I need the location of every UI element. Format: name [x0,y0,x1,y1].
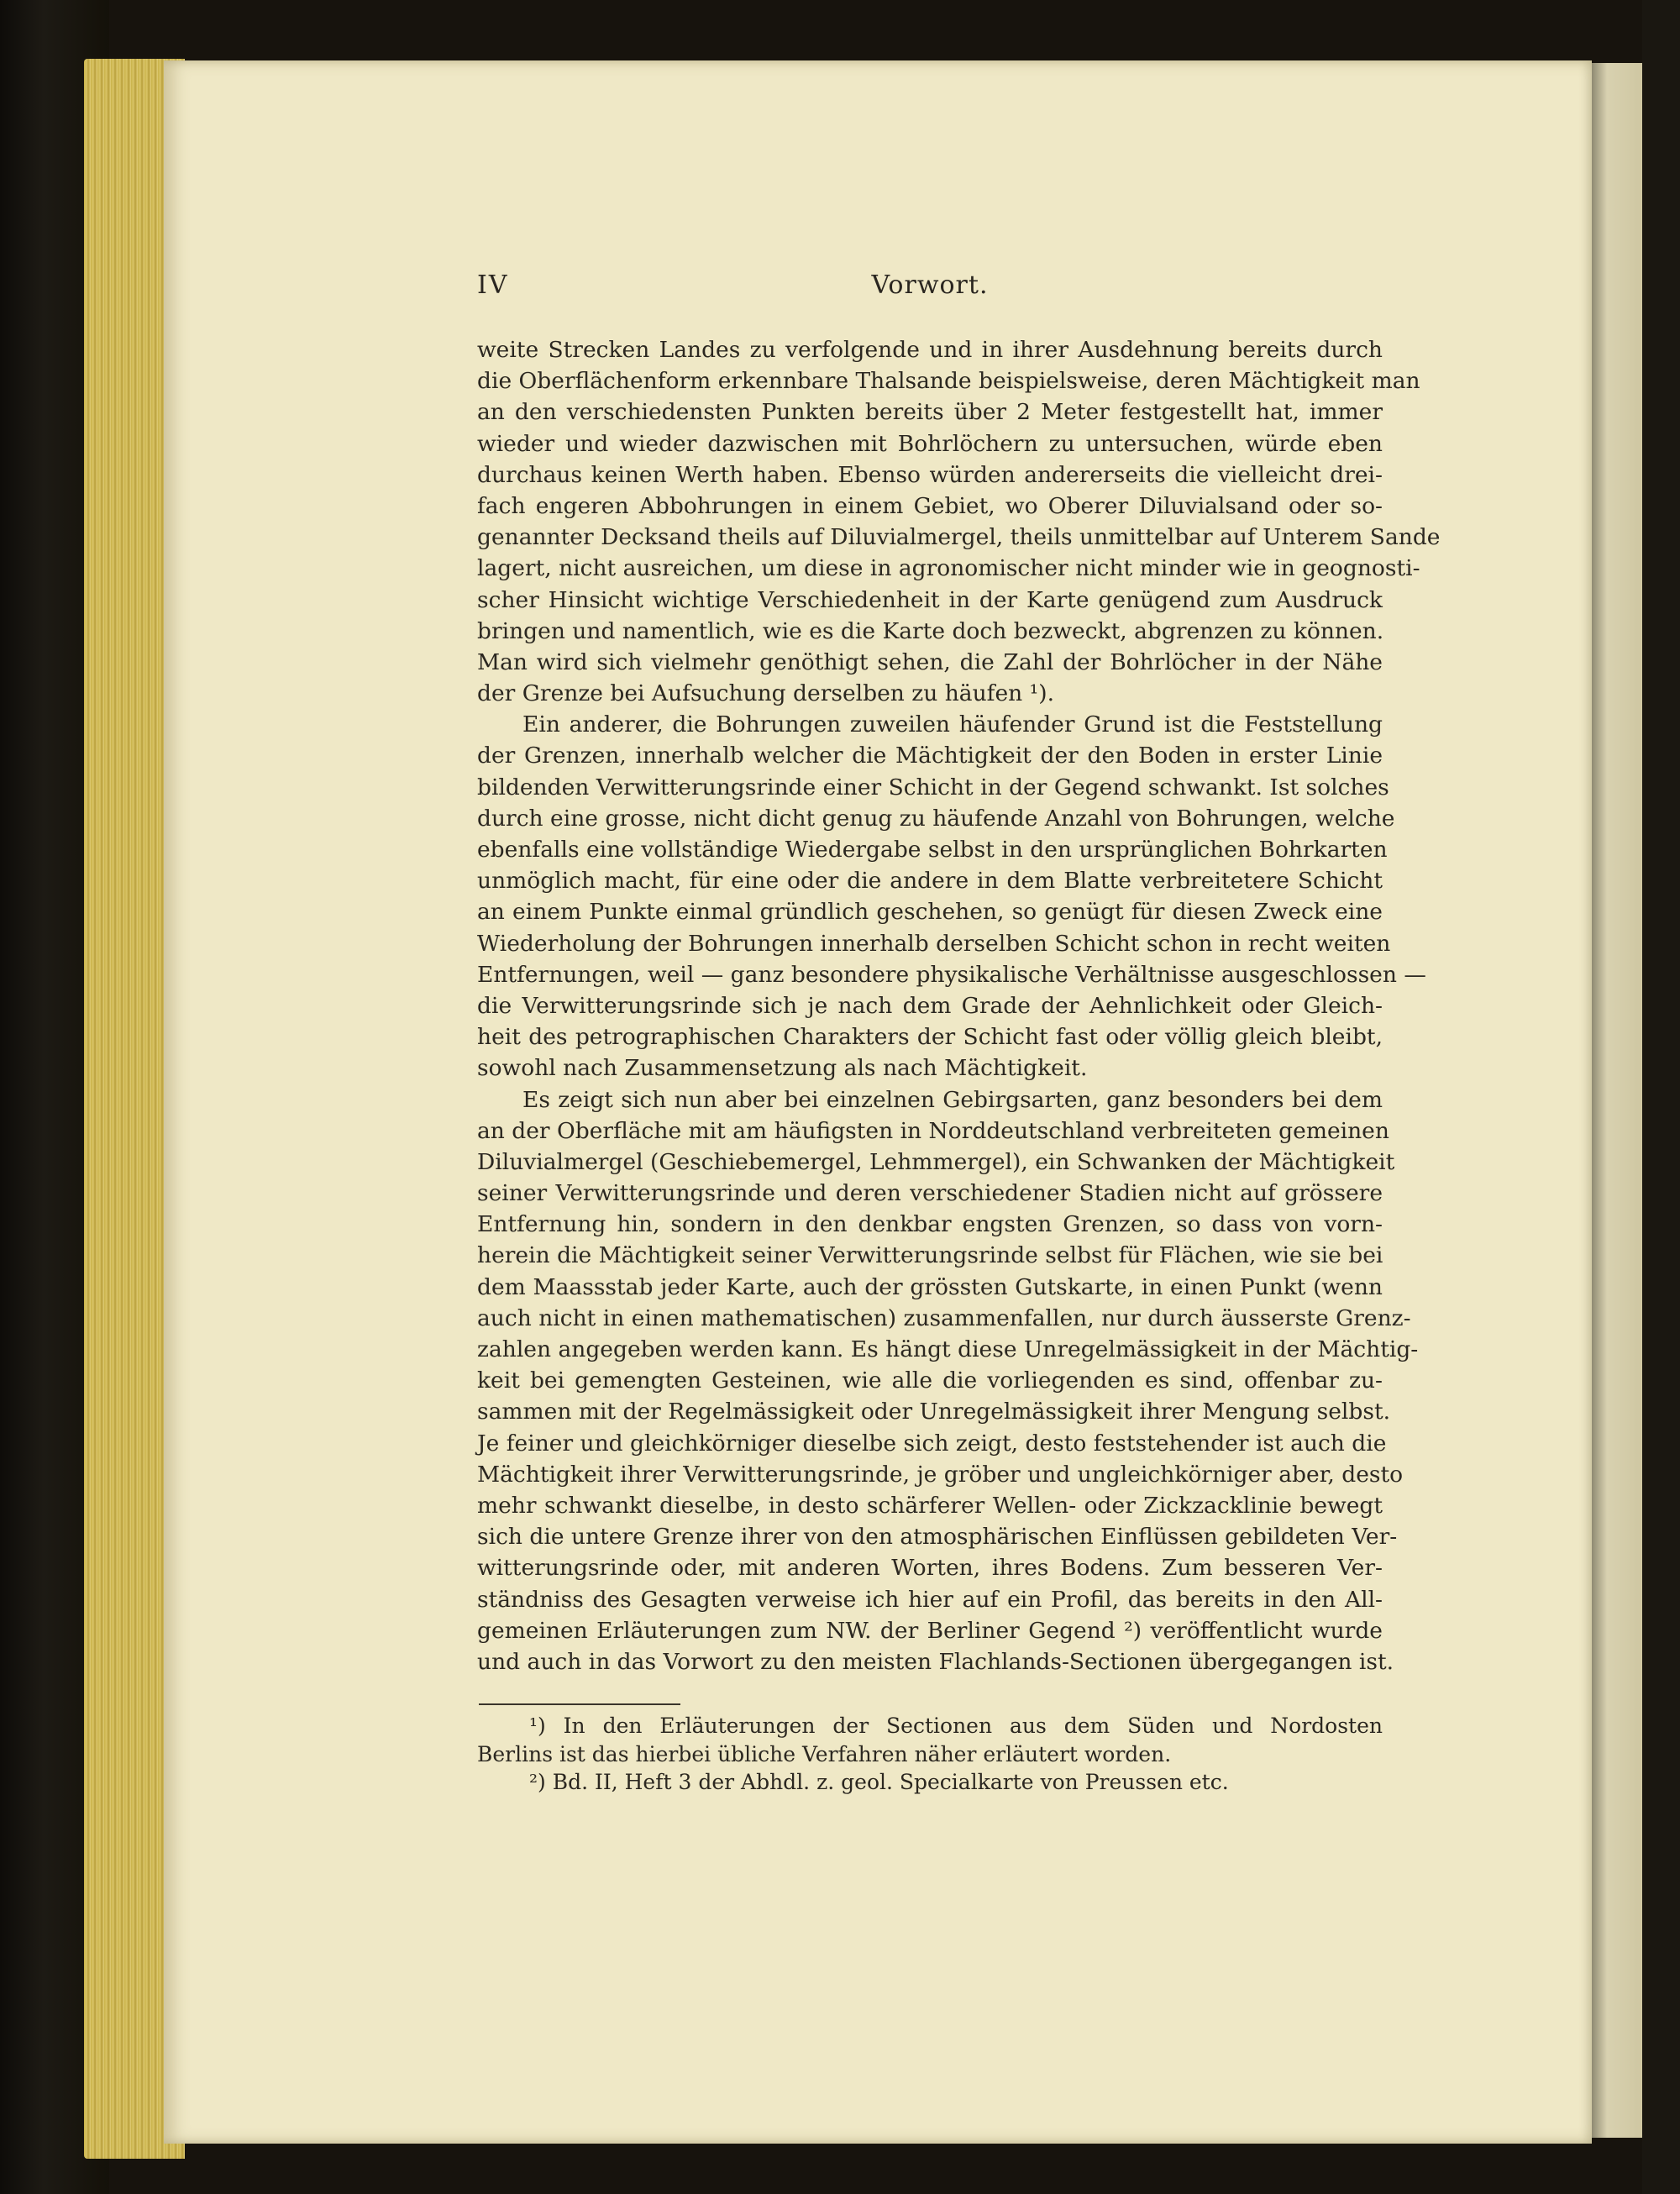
text-line: dem Maassstab jeder Karte, auch der grössten Gutskarte, in einen Punkt (wenn [477,1273,1383,1300]
footnote-divider [479,1703,680,1705]
text-line: heit des petrographischen Charakters der Schicht fast oder völlig gleich bleibt, [477,1024,1383,1051]
text-line: durchaus keinen Werth haben. Ebenso würden andererseits die vielleicht drei- [477,461,1383,488]
text-line: ebenfalls eine vollständige Wiedergabe selbst in den ursprünglichen Bohrkarten [477,837,1388,863]
text-line: der Grenze bei Aufsuchung derselben zu häufen ¹). [477,680,1055,707]
footnote-line: Berlins ist das hierbei übliche Verfahren näher erläutert worden. [477,1741,1172,1766]
text-line: Entfernung hin, sondern in den denkbar engsten Grenzen, so dass von vorn- [477,1211,1383,1238]
text-line: seiner Verwitterungsrinde und deren verschiedener Stadien nicht auf grössere [477,1180,1383,1207]
text-line: fach engeren Abbohrungen in einem Gebiet, wo Oberer Diluvialsand oder so- [477,492,1383,519]
text-line: Es zeigt sich nun aber bei einzelnen Gebirgsarten, ganz besonders bei dem [522,1086,1383,1113]
text-line: wieder und wieder dazwischen mit Bohrlöchern zu untersuchen, würde eben [477,430,1383,457]
footnotes [477,1712,1383,1797]
text-line: scher Hinsicht wichtige Verschiedenheit in der Karte genügend zum Ausdruck [477,586,1383,613]
text-line: keit bei gemengten Gesteinen, wie alle die vorliegenden es sind, offenbar zu- [477,1367,1383,1394]
body-text [477,334,1441,1677]
text-line: sammen mit der Regelmässigkeit oder Unregelmässigkeit ihrer Mengung selbst. [477,1399,1391,1425]
text-line: die Verwitterungsrinde sich je nach dem Grade der Aehnlichkeit oder Gleich- [477,992,1383,1019]
text-line: zahlen angegeben werden kann. Es hängt diese Unregelmässigkeit in der Mächtig- [477,1336,1419,1362]
footnote-line: ¹) In den Erläuterungen der Sectionen aus dem Süden und Nordosten [529,1714,1383,1738]
text-line: mehr schwankt dieselbe, in desto schärferer Wellen- oder Zickzacklinie bewegt [477,1492,1383,1519]
text-line: auch nicht in einen mathematischen) zusammenfallen, nur durch äusserste Grenz- [477,1304,1411,1331]
text-line: Je feiner und gleichkörniger dieselbe sich zeigt, desto feststehender ist auch die [477,1430,1387,1457]
text-line: bringen und namentlich, wie es die Karte doch bezweckt, abgrenzen zu können. [477,617,1384,644]
text-line: gemeinen Erläuterungen zum NW. der Berliner Gegend ²) veröffentlicht wurde [477,1617,1383,1644]
text-line: sich die untere Grenze ihrer von den atmosphärischen Einflüssen gebildeten Ver- [477,1524,1398,1551]
page-number: IV [477,270,509,300]
text-line: der Grenzen, innerhalb welcher die Mächtigkeit der den Boden in erster Linie [477,743,1383,769]
running-title: Vorwort. [871,270,989,300]
text-line: weite Strecken Landes zu verfolgende und in ihrer Ausdehnung bereits durch [477,337,1383,363]
text-line: bildenden Verwitterungsrinde einer Schicht in der Gegend schwankt. Ist solches [477,774,1389,800]
text-line: Mächtigkeit ihrer Verwitterungsrinde, je gröber und ungleichkörniger aber, desto [477,1461,1404,1488]
text-line: Diluvialmergel (Geschiebemergel, Lehmmergel), ein Schwanken der Mächtigkeit [477,1148,1395,1175]
text-line: sowohl nach Zusammensetzung als nach Mächtigkeit. [477,1055,1088,1082]
text-line: durch eine grosse, nicht dicht genug zu häufende Anzahl von Bohrungen, welche [477,805,1395,832]
next-page-edge [1592,63,1642,2138]
text-line: witterungsrinde oder, mit anderen Worten, ihres Bodens. Zum besseren Ver- [477,1555,1383,1582]
text-line: genannter Decksand theils auf Diluvialmergel, theils unmittelbar auf Unterem Sande [477,524,1441,551]
text-line: Man wird sich vielmehr genöthigt sehen, die Zahl der Bohrlöcher in der Nähe [477,648,1383,675]
book-binding-right [1642,0,1680,2194]
text-line: an den verschiedensten Punkten bereits über 2 Meter festgestellt hat, immer [477,399,1383,426]
page-header [477,270,1383,318]
text-line: Ein anderer, die Bohrungen zuweilen häufender Grund ist die Feststellung [522,711,1383,738]
text-line: lagert, nicht ausreichen, um diese in agronomischer nicht minder wie in geognosti- [477,555,1420,582]
text-line: Entfernungen, weil — ganz besondere physikalische Verhältnisse ausgeschlossen — [477,961,1426,988]
text-line: herein die Mächtigkeit seiner Verwitterungsrinde selbst für Flächen, wie sie bei [477,1242,1383,1269]
text-line: ständniss des Gesagten verweise ich hier auf ein Profil, das bereits in den All- [477,1586,1383,1613]
footnote-line: ²) Bd. II, Heft 3 der Abhdl. z. geol. Specialkarte von Preussen etc. [529,1770,1229,1794]
text-line: unmöglich macht, für eine oder die andere in dem Blatte verbreitetere Schicht [477,868,1383,895]
text-line: an einem Punkte einmal gründlich geschehen, so genügt für diesen Zweck eine [477,899,1383,926]
text-line: und auch in das Vorwort zu den meisten Flachlands-Sectionen übergegangen ist. [477,1648,1394,1675]
text-line: die Oberflächenform erkennbare Thalsande beispielsweise, deren Mächtigkeit man [477,368,1420,395]
text-line: an der Oberfläche mit am häufigsten in Norddeutschland verbreiteten gemeinen [477,1117,1389,1144]
text-line: Wiederholung der Bohrungen innerhalb derselben Schicht schon in recht weiten [477,930,1391,957]
